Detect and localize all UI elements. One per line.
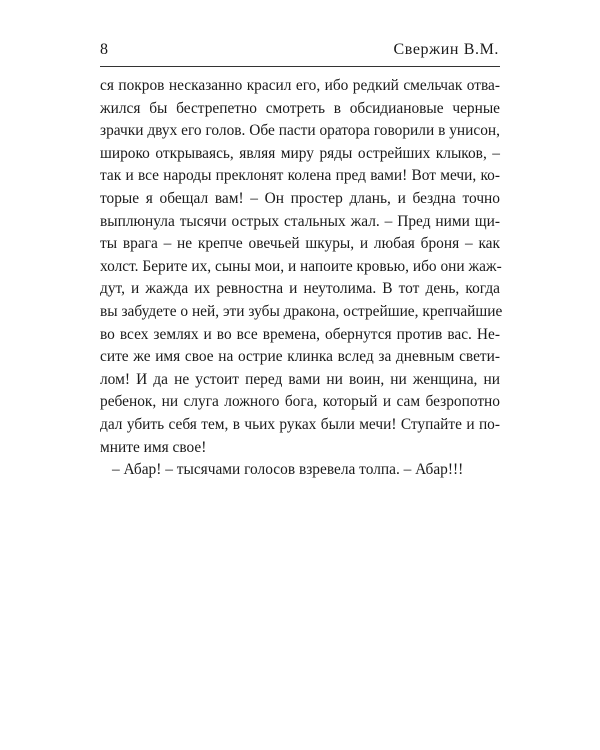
text-line: ся покров несказанно красил его, ибо редкий смельчак отва- bbox=[100, 77, 500, 94]
body-text bbox=[100, 75, 503, 482]
text-line: торые я обещал вам! – Он простер длань, и бездна точно bbox=[100, 189, 500, 207]
paragraph-dialogue bbox=[100, 459, 500, 482]
text-line: широко открываясь, являя миру ряды острейших клыков, – bbox=[100, 144, 500, 162]
text-line: – Абар! – тысячами голосов взревела толпа. – Абар!!! bbox=[112, 461, 464, 479]
text-line: жился бы бестрепетно смотреть в обсидиановые черные bbox=[100, 99, 500, 117]
page-number: 8 bbox=[100, 41, 108, 58]
text-line: зрачки двух его голов. Обе пасти оратора говорили в унисон, bbox=[100, 122, 500, 140]
text-line: холст. Берите их, сыны мои, и напоите кровью, ибо они жаж- bbox=[100, 257, 502, 275]
text-line: ребенок, ни слуга ложного бога, который и сам безропотно bbox=[100, 393, 500, 411]
text-line: дут, и жажда их ревностна и неутолима. В тот день, когда bbox=[100, 280, 500, 298]
running-head-author: Свержин В.М. bbox=[393, 41, 499, 58]
text-line: мните имя свое! bbox=[100, 438, 207, 456]
header-divider bbox=[100, 66, 500, 67]
paragraph bbox=[100, 75, 503, 459]
text-line: ты врага – не крепче овечьей шкуры, и любая броня – как bbox=[100, 235, 500, 253]
text-line: лом! И да не устоит перед вами ни воин, ни женщина, ни bbox=[100, 370, 500, 388]
text-line: так и все народы преклонят колена пред вами! Вот мечи, ко- bbox=[100, 167, 500, 185]
text-line: дал убить себя тем, в чьих руках были мечи! Ступайте и по- bbox=[100, 415, 500, 433]
text-line: во всех землях и во все времена, обернутся против вас. Не- bbox=[100, 325, 500, 343]
text-line: выплюнула тысячи острых стальных жал. – Пред ними щи- bbox=[100, 212, 500, 230]
text-line: сите же имя свое на острие клинка вслед за дневным свети- bbox=[100, 348, 500, 366]
text-line: вы забудете о ней, эти зубы дракона, острейшие, крепчайшие bbox=[100, 302, 503, 320]
